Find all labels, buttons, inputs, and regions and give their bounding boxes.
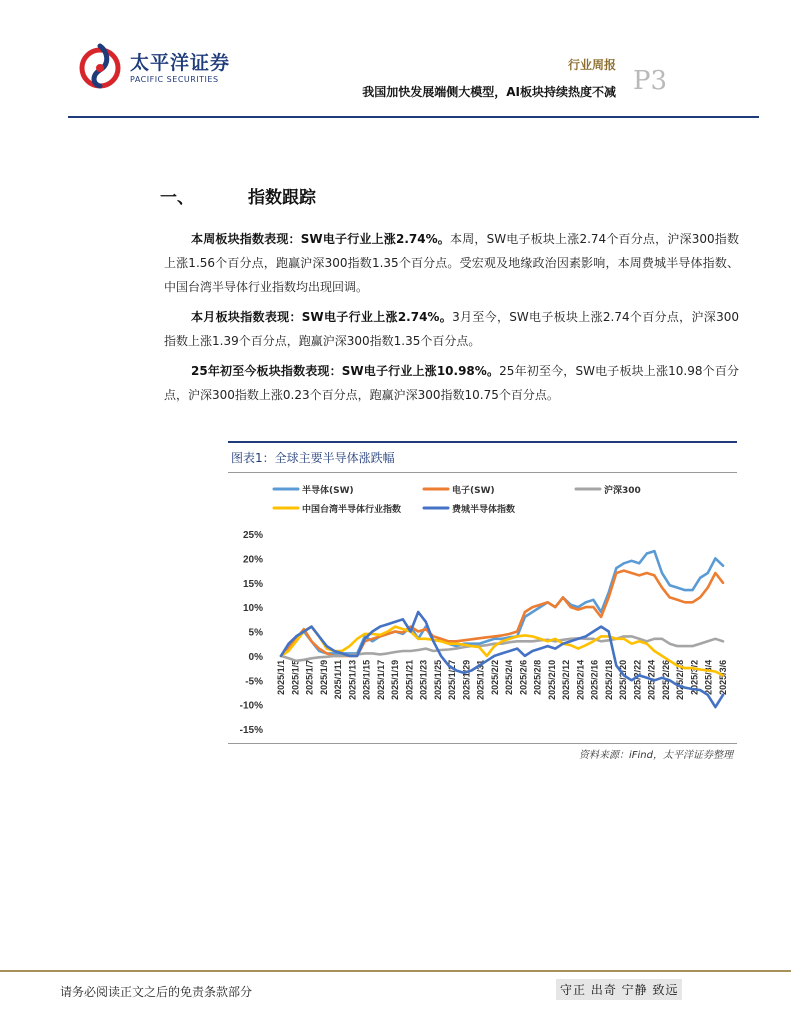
x-tick-label: 2025/2/26	[660, 659, 671, 700]
x-tick-label: 2025/1/25	[432, 659, 443, 700]
x-tick-label: 2025/1/1	[276, 659, 286, 695]
figure	[228, 441, 737, 763]
x-tick-label: 2025/2/4	[504, 659, 515, 695]
report-type: 行业周报	[567, 58, 616, 72]
legend-label: 费城半导体指数	[452, 505, 516, 515]
pacific-logo-icon	[78, 42, 126, 90]
x-tick-label: 2025/2/16	[589, 659, 600, 700]
x-tick-label: 2025/2/2	[489, 659, 500, 695]
y-tick-label: 10%	[242, 603, 263, 615]
paragraph-text: 本周，SW电子板块上涨2.74个百分点，沪深300指数上涨1.56个百分点，跑赢沪深300指数1.35个百分点。受宏观及地缘政治因素影响，本周费城半导体指数、中国台湾半导体行业指数均出现回调。	[164, 232, 740, 294]
x-tick-label: 2025/2/14	[575, 659, 586, 700]
line-chart	[228, 475, 737, 741]
x-tick-label: 2025/3/6	[718, 659, 728, 695]
paragraph-lead: 本周板块指数表现：SW电子行业上涨2.74%。	[191, 232, 451, 246]
figure-bottom-rule	[228, 743, 737, 744]
section-number: 一、	[160, 188, 194, 208]
paragraph	[164, 305, 739, 353]
y-tick-label: -5%	[245, 676, 263, 688]
section-heading	[160, 183, 316, 208]
x-tick-label: 2025/2/28	[675, 659, 686, 700]
body-text	[164, 227, 739, 413]
footer-disclaimer: 请务必阅读正文之后的免责条款部分	[60, 985, 253, 999]
y-tick-label: -15%	[239, 725, 263, 736]
x-tick-label: 2025/1/19	[390, 659, 401, 700]
figure-caption-rule	[228, 472, 737, 473]
x-tick-label: 2025/1/15	[361, 659, 372, 700]
x-tick-label: 2025/1/21	[404, 659, 415, 700]
x-tick-label: 2025/2/12	[561, 659, 572, 700]
logo-text-en: PACIFIC SECURITIES	[130, 75, 219, 84]
legend-label: 电子(SW)	[452, 486, 495, 496]
company-logo	[78, 42, 231, 92]
page-header	[0, 0, 791, 120]
page-number: P3	[633, 66, 668, 96]
x-tick-label: 2025/1/5	[290, 659, 301, 695]
logo-text-cn: 太平洋证券	[130, 52, 231, 74]
paragraph-text: 25年初至今，SW电子板块上涨10.98个百分点，沪深300指数上涨0.23个百分点，跑赢沪深300指数10.75个百分点。	[164, 364, 739, 402]
x-tick-label: 2025/1/23	[418, 659, 429, 700]
footer-divider	[0, 970, 791, 972]
section-title: 指数跟踪	[248, 188, 316, 208]
y-tick-label: 25%	[242, 530, 263, 541]
y-tick-label: 20%	[242, 554, 263, 566]
footer-motto: 守正 出奇 宁静 致远	[556, 979, 682, 1000]
x-tick-label: 2025/2/6	[518, 659, 529, 695]
report-title: 我国加快发展端侧大模型，AI板块持续热度不减	[362, 85, 616, 99]
x-tick-label: 2025/2/20	[618, 659, 629, 700]
figure-top-rule	[228, 441, 737, 443]
x-tick-label: 2025/2/18	[603, 659, 614, 700]
paragraph	[164, 359, 739, 407]
x-tick-label: 2025/2/24	[646, 659, 657, 700]
paragraph-text: 3月至今，SW电子板块上涨2.74个百分点，沪深300指数上涨1.39个百分点，跑赢沪深300指数1.35个百分点。	[164, 310, 739, 348]
x-tick-label: 2025/1/9	[318, 659, 329, 695]
x-tick-label: 2025/3/2	[689, 659, 700, 695]
legend-label: 中国台湾半导体行业指数	[302, 505, 402, 515]
y-tick-label: 0%	[248, 651, 263, 663]
header-divider	[68, 116, 759, 118]
x-tick-label: 2025/2/22	[632, 659, 643, 700]
x-tick-label: 2025/1/29	[461, 659, 472, 700]
x-tick-label: 2025/2/10	[546, 659, 557, 700]
x-tick-label: 2025/2/8	[532, 659, 543, 695]
y-tick-label: -10%	[239, 700, 263, 712]
x-tick-label: 2025/3/4	[703, 659, 714, 695]
x-tick-label: 2025/1/31	[475, 659, 486, 700]
x-tick-label: 2025/1/7	[304, 659, 315, 695]
x-tick-label: 2025/1/11	[333, 659, 344, 700]
figure-caption: 图表1：全球主要半导体涨跌幅	[231, 451, 395, 465]
x-tick-label: 2025/1/17	[375, 659, 386, 700]
paragraph-lead: 本月板块指数表现：SW电子行业上涨2.74%。	[191, 310, 453, 324]
legend-label: 沪深300	[604, 486, 641, 496]
legend-label: 半导体(SW)	[302, 486, 354, 496]
figure-source: 资料来源：iFind，太平洋证券整理	[579, 750, 733, 761]
paragraph	[164, 227, 739, 299]
paragraph-lead: 25年初至今板块指数表现：SW电子行业上涨10.98%。	[191, 364, 500, 378]
y-tick-label: 15%	[242, 578, 263, 590]
x-tick-label: 2025/1/27	[447, 659, 458, 700]
x-tick-label: 2025/1/13	[347, 659, 358, 700]
y-tick-label: 5%	[248, 627, 263, 639]
